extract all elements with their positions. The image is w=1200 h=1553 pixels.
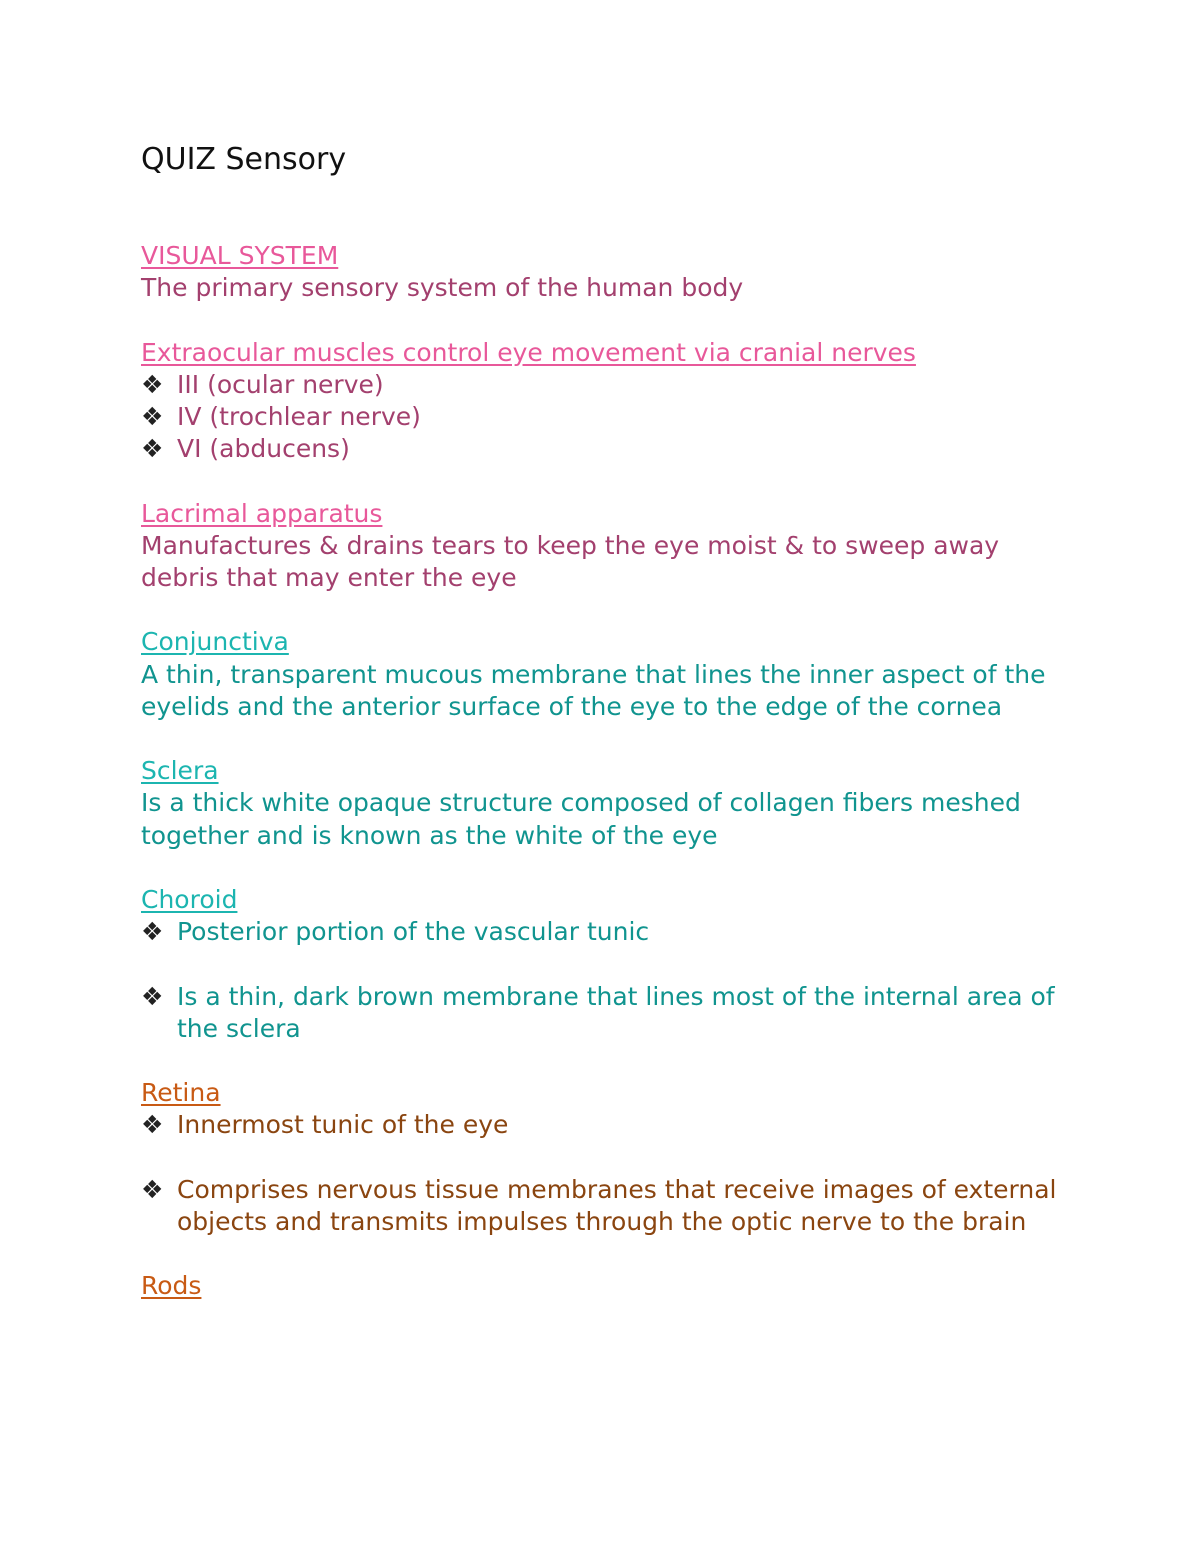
section-heading-extraocular-muscles: Extraocular muscles control eye movement via cranial nerves — [141, 337, 916, 367]
section-retina — [141, 1077, 1071, 1238]
diamond-bullet-icon: ❖ — [141, 369, 164, 399]
section-heading-lacrimal-apparatus: Lacrimal apparatus — [141, 498, 383, 528]
section-heading-retina: Retina — [141, 1078, 221, 1108]
section-choroid — [141, 884, 1071, 1045]
list-item-text: III (ocular nerve) — [177, 369, 384, 399]
notes-content — [141, 240, 1071, 1335]
section-heading-conjunctiva: Conjunctiva — [141, 627, 289, 657]
section-conjunctiva — [141, 626, 1071, 723]
diamond-bullet-icon: ❖ — [141, 917, 164, 947]
cranial-nerve-list — [141, 369, 1071, 466]
list-item — [141, 1109, 1071, 1141]
list-item-text: Is a thin, dark brown membrane that lines most of the internal area of the sclera — [177, 981, 1055, 1043]
section-text-sclera: Is a thick white opaque structure composed of collagen fibers meshed together and is known as the white of the eye — [141, 788, 1021, 850]
diamond-bullet-icon: ❖ — [141, 1110, 164, 1140]
list-item — [141, 916, 1071, 948]
section-sclera — [141, 755, 1071, 852]
list-item — [141, 981, 1071, 1045]
list-item-text: Innermost tunic of the eye — [177, 1110, 509, 1140]
section-heading-rods: Rods — [141, 1271, 202, 1301]
choroid-list — [141, 916, 1071, 1045]
diamond-bullet-icon: ❖ — [141, 434, 164, 464]
section-rods — [141, 1270, 1071, 1302]
section-heading-sclera: Sclera — [141, 756, 219, 786]
retina-list — [141, 1109, 1071, 1238]
section-lacrimal-apparatus — [141, 498, 1071, 595]
section-text-visual-system: The primary sensory system of the human body — [141, 273, 744, 303]
list-item — [141, 1174, 1071, 1238]
list-item-text: IV (trochlear nerve) — [177, 402, 421, 431]
list-item-text: Comprises nervous tissue membranes that receive images of external objects and transmits impulses through the optic nerve to the brain — [177, 1174, 1057, 1236]
section-text-conjunctiva: A thin, transparent mucous membrane that lines the inner aspect of the eyelids and the anterior surface of the eye to the edge of the cornea — [141, 659, 1046, 721]
list-item-text: VI (abducens) — [177, 434, 350, 464]
section-heading-choroid: Choroid — [141, 884, 238, 914]
diamond-bullet-icon: ❖ — [141, 1174, 164, 1204]
diamond-bullet-icon: ❖ — [141, 981, 164, 1011]
section-visual-system — [141, 240, 1071, 304]
section-heading-visual-system: VISUAL SYSTEM — [141, 241, 339, 270]
list-item — [141, 433, 1071, 465]
diamond-bullet-icon: ❖ — [141, 402, 164, 431]
list-item — [141, 369, 1071, 401]
section-extraocular-muscles — [141, 337, 1071, 466]
list-item-text: Posterior portion of the vascular tunic — [177, 917, 650, 947]
section-text-lacrimal-apparatus: Manufactures & drains tears to keep the eye moist & to sweep away debris that may enter the eye — [141, 530, 1000, 592]
page-title: QUIZ Sensory — [141, 142, 347, 177]
list-item — [141, 401, 1071, 433]
